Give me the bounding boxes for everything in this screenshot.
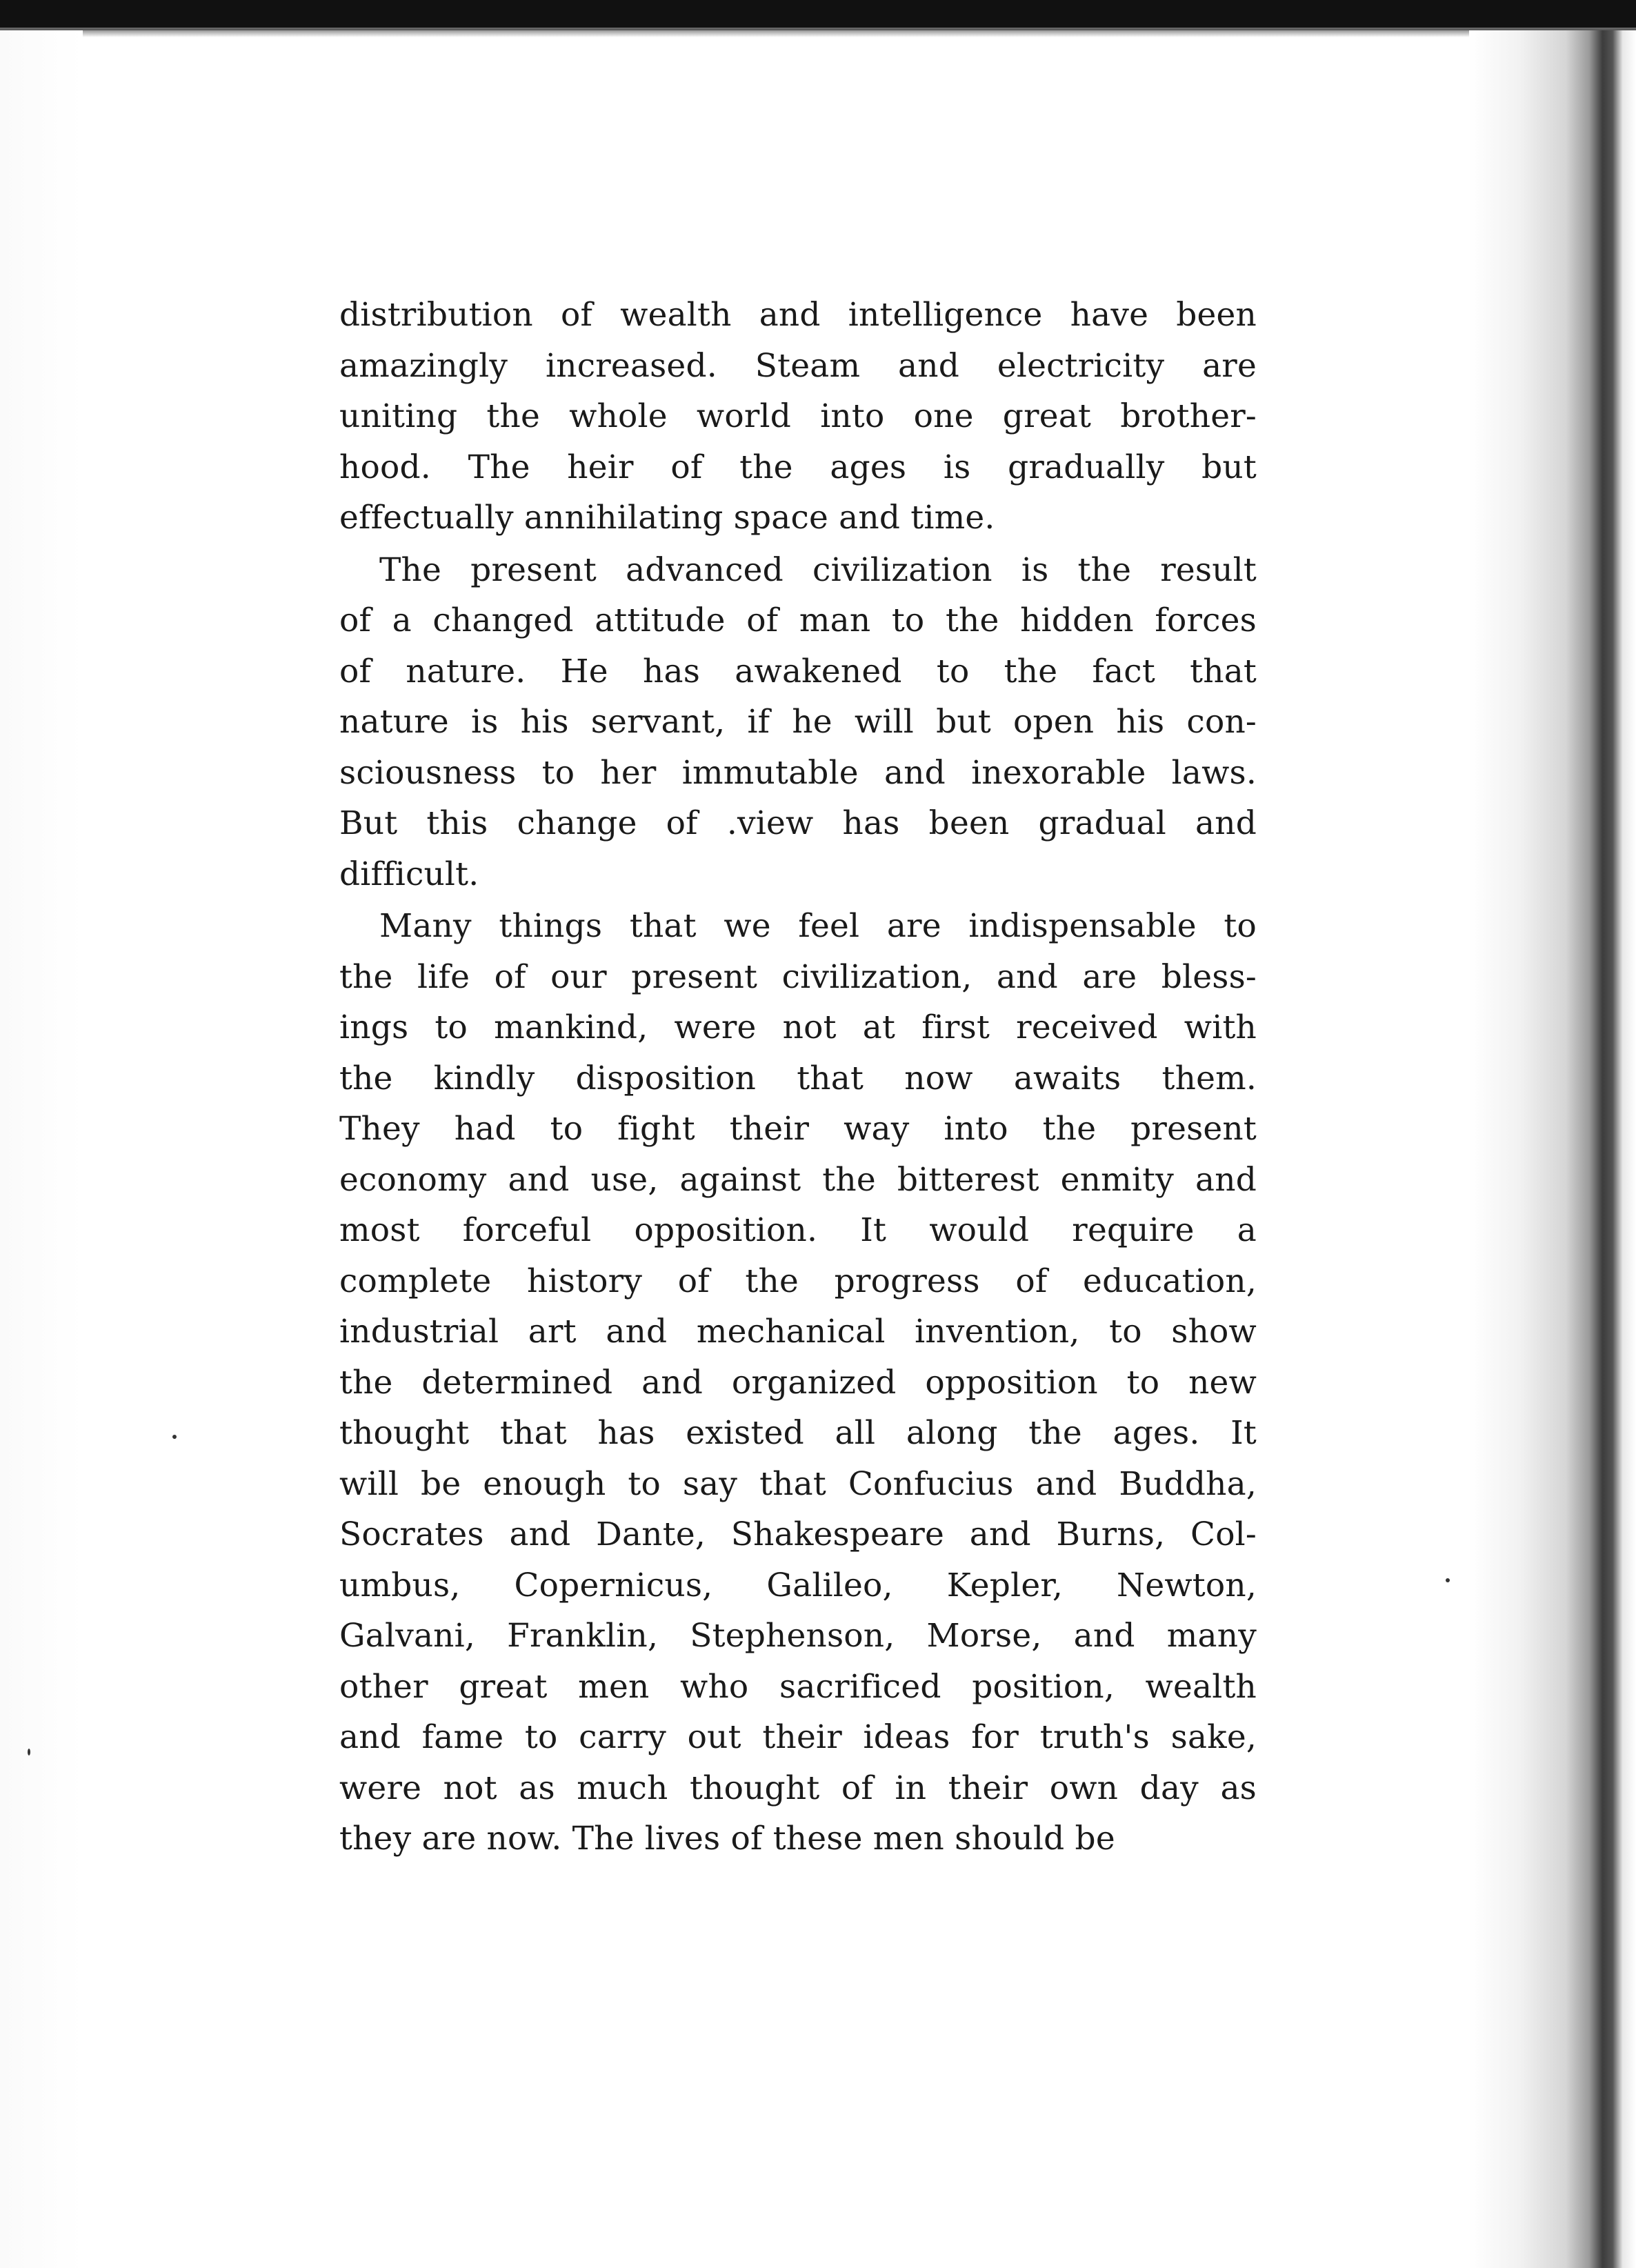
text-line: distribution of wealth and intelligence have been	[339, 296, 1257, 334]
paragraph	[339, 901, 1257, 1864]
text-line: effectually annihilating space and time.	[339, 499, 995, 537]
text-line: complete history of the progress of education,	[339, 1262, 1257, 1300]
page-left-margin	[0, 30, 83, 2268]
text-line: umbus, Copernicus, Galileo, Kepler, Newton,	[339, 1566, 1257, 1604]
text-line: hood. The heir of the ages is gradually but	[339, 448, 1257, 486]
text-line: nature is his servant, if he will but open his con-	[339, 703, 1257, 741]
text-line: they are now. The lives of these men should be	[339, 1820, 1115, 1858]
scan-top-border	[0, 0, 1636, 30]
text-line: Many things that we feel are indispensable to	[379, 907, 1257, 945]
text-line: difficult.	[339, 855, 479, 893]
text-line: sciousness to her immutable and inexorable laws.	[339, 753, 1257, 792]
text-line: other great men who sacrificed position, wealth	[339, 1667, 1257, 1706]
text-line: and fame to carry out their ideas for truth's sake,	[339, 1718, 1257, 1756]
text-line: economy and use, against the bitterest enmity and	[339, 1160, 1257, 1199]
text-line: The present advanced civilization is the result	[379, 550, 1257, 589]
text-line: the life of our present civilization, and are bless-	[339, 957, 1257, 996]
body-text	[339, 290, 1257, 1864]
text-line: most forceful opposition. It would require a	[339, 1211, 1257, 1249]
text-line: were not as much thought of in their own day as	[339, 1769, 1257, 1807]
text-line: industrial art and mechanical invention, to show	[339, 1313, 1257, 1351]
book-spine-edge	[1469, 30, 1636, 2268]
text-line: the determined and organized opposition to new	[339, 1363, 1257, 1402]
scan-speck	[172, 1435, 177, 1439]
text-line: They had to fight their way into the present	[339, 1110, 1257, 1148]
text-line: Socrates and Dante, Shakespeare and Burns, Col-	[339, 1515, 1257, 1553]
text-line: Galvani, Franklin, Stephenson, Morse, and many	[339, 1617, 1257, 1655]
text-line: ings to mankind, were not at first received with	[339, 1008, 1257, 1046]
text-line: the kindly disposition that now awaits them.	[339, 1059, 1257, 1097]
text-line: thought that has existed all along the ages. It	[339, 1414, 1257, 1452]
text-line: of a changed attitude of man to the hidden forces	[339, 601, 1257, 639]
text-line: uniting the whole world into one great brother-	[339, 397, 1257, 435]
text-line: will be enough to say that Confucius and Buddha,	[339, 1464, 1257, 1503]
text-line: of nature. He has awakened to the fact that	[339, 652, 1257, 690]
paragraph	[339, 545, 1257, 900]
paragraph	[339, 290, 1257, 544]
text-line: But this change of .view has been gradual and	[339, 804, 1257, 842]
scan-speck	[1446, 1578, 1450, 1582]
text-line: amazingly increased. Steam and electricity are	[339, 346, 1257, 385]
scan-speck	[28, 1749, 30, 1755]
